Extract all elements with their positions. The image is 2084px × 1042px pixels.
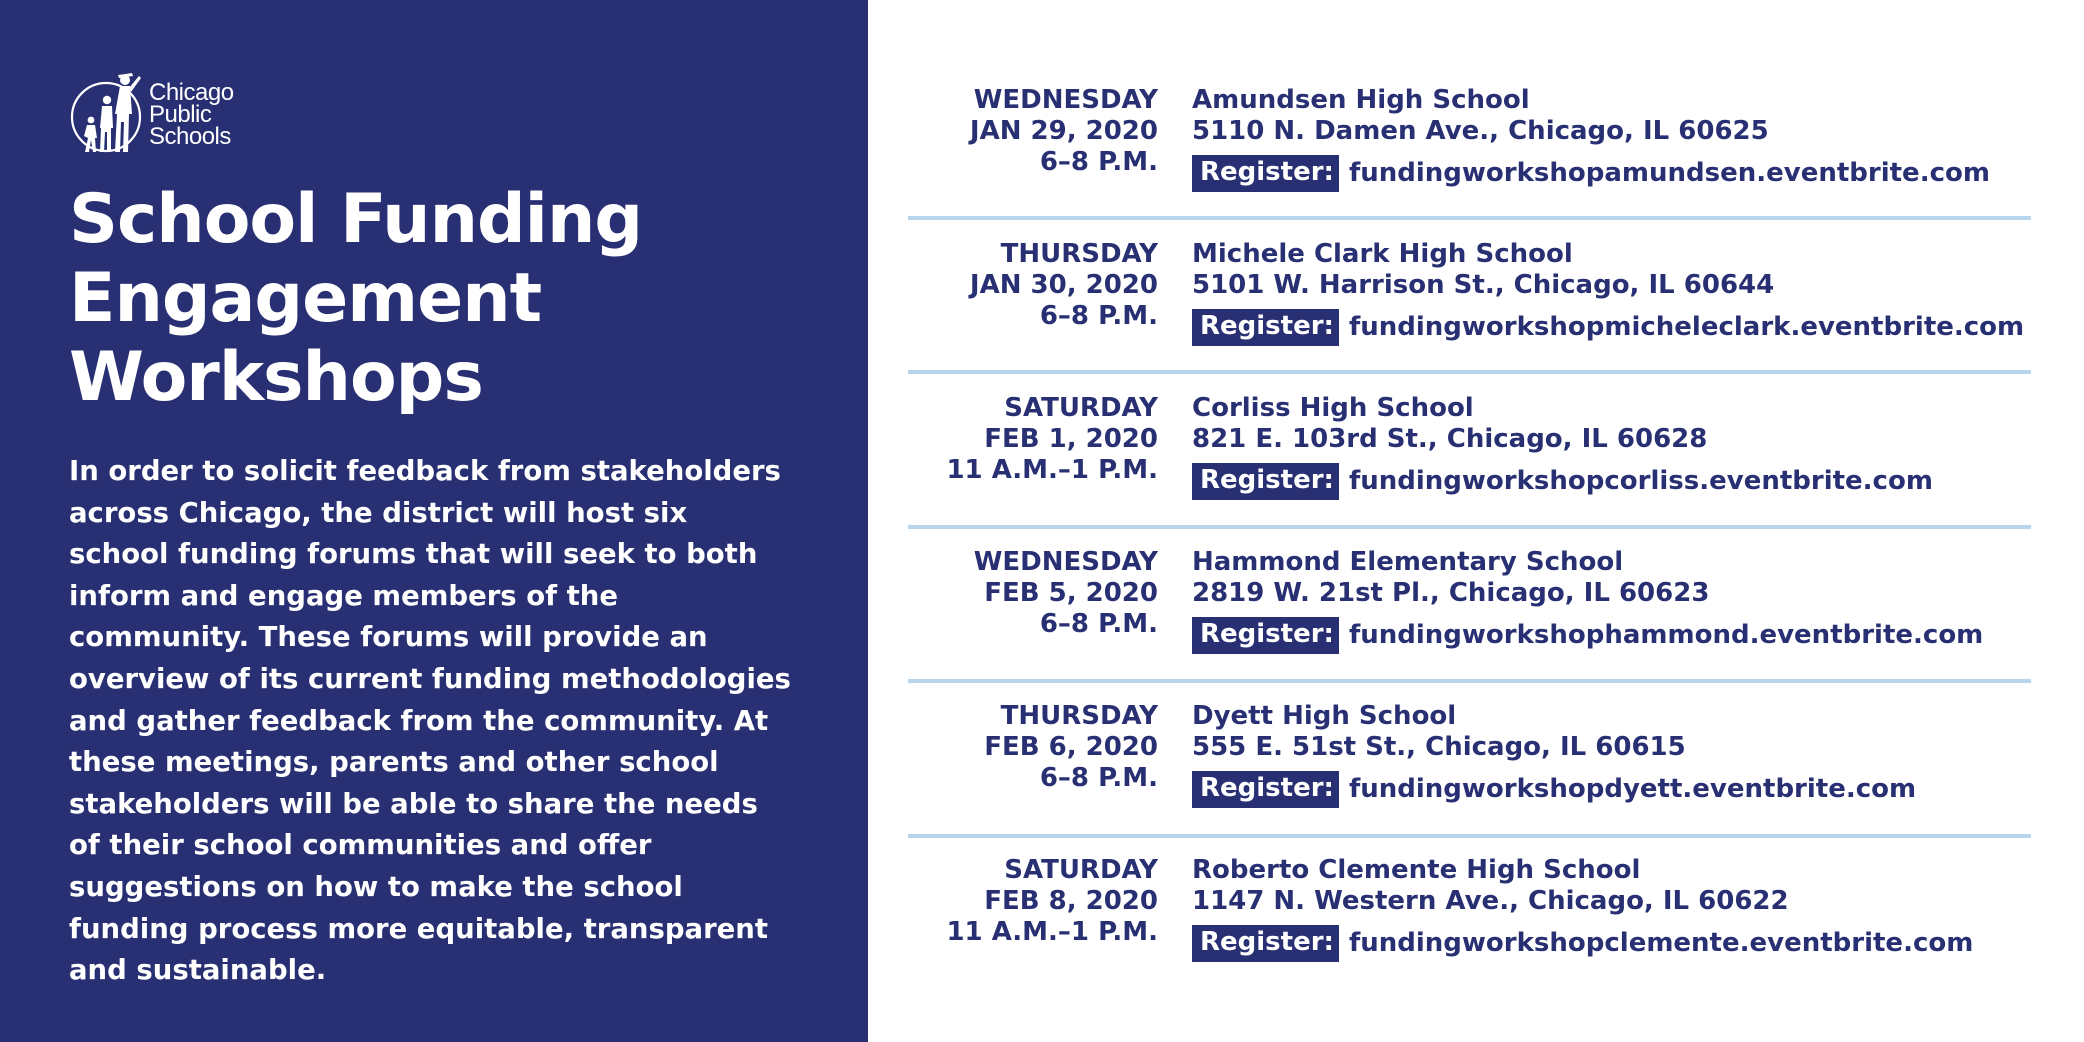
event-time: 6–8 P.M. bbox=[1039, 301, 1158, 331]
intro-line: these meetings, parents and other school bbox=[69, 746, 719, 779]
workshop-event bbox=[868, 547, 2084, 679]
workshop-event bbox=[868, 393, 2084, 525]
event-date: FEB 5, 2020 bbox=[984, 578, 1158, 608]
event-datetime bbox=[868, 701, 1158, 794]
divider bbox=[908, 216, 2031, 220]
event-time: 11 A.M.–1 P.M. bbox=[946, 455, 1158, 485]
page-title bbox=[69, 180, 868, 417]
event-address: 1147 N. Western Ave., Chicago, IL 60622 bbox=[1192, 886, 1789, 916]
event-school: Michele Clark High School bbox=[1192, 239, 1573, 269]
intro-line: and gather feedback from the community. At bbox=[69, 704, 769, 737]
register-label: Register: bbox=[1192, 309, 1339, 346]
event-address: 821 E. 103rd St., Chicago, IL 60628 bbox=[1192, 424, 1708, 454]
intro-line: In order to solicit feedback from stakeholders bbox=[69, 455, 781, 487]
event-school: Hammond Elementary School bbox=[1192, 547, 1624, 577]
register-link[interactable]: fundingworkshopcorliss.eventbrite.com bbox=[1348, 466, 1933, 496]
event-date: JAN 30, 2020 bbox=[969, 270, 1158, 300]
event-time: 6–8 P.M. bbox=[1039, 763, 1158, 793]
event-details bbox=[1192, 393, 1933, 500]
logo-line: Schools bbox=[149, 123, 231, 150]
event-registration bbox=[1192, 309, 2024, 346]
cps-silhouette-logo-icon bbox=[69, 70, 145, 156]
intro-line: school funding forums that will seek to both bbox=[69, 538, 758, 571]
register-link[interactable]: fundingworkshophammond.eventbrite.com bbox=[1348, 620, 1984, 650]
event-day: WEDNESDAY bbox=[973, 85, 1158, 115]
event-time: 11 A.M.–1 P.M. bbox=[946, 917, 1158, 947]
event-registration bbox=[1192, 463, 1933, 500]
register-link[interactable]: fundingworkshopclemente.eventbrite.com bbox=[1348, 928, 1974, 958]
workshop-schedule bbox=[868, 0, 2084, 1042]
title-line: Workshops bbox=[69, 338, 483, 417]
event-datetime bbox=[868, 85, 1158, 178]
intro-line: and sustainable. bbox=[69, 954, 327, 987]
event-day: SATURDAY bbox=[1004, 393, 1158, 423]
logo-line: Public bbox=[149, 101, 212, 128]
event-day: THURSDAY bbox=[1000, 239, 1158, 269]
workshop-event bbox=[868, 855, 2084, 987]
event-school: Amundsen High School bbox=[1192, 85, 1530, 115]
event-day: WEDNESDAY bbox=[973, 547, 1158, 577]
event-date: FEB 1, 2020 bbox=[984, 424, 1158, 454]
event-address: 555 E. 51st St., Chicago, IL 60615 bbox=[1192, 732, 1686, 762]
intro-paragraph bbox=[69, 451, 829, 992]
event-school: Dyett High School bbox=[1192, 701, 1457, 731]
event-day: SATURDAY bbox=[1004, 855, 1158, 885]
event-address: 5110 N. Damen Ave., Chicago, IL 60625 bbox=[1192, 116, 1769, 146]
divider bbox=[908, 679, 2031, 683]
left-panel bbox=[0, 0, 868, 1042]
event-registration bbox=[1192, 925, 1973, 962]
event-date: FEB 8, 2020 bbox=[984, 886, 1158, 916]
event-registration bbox=[1192, 771, 1916, 808]
intro-line: overview of its current funding methodologies bbox=[69, 662, 791, 695]
event-time: 6–8 P.M. bbox=[1039, 147, 1158, 177]
register-label: Register: bbox=[1192, 155, 1339, 192]
intro-line: community. These forums will provide an bbox=[69, 621, 708, 654]
logo-wordmark bbox=[149, 79, 234, 150]
register-label: Register: bbox=[1192, 925, 1339, 962]
divider bbox=[908, 370, 2031, 374]
event-registration bbox=[1192, 617, 1983, 654]
intro-line: funding process more equitable, transparent bbox=[69, 912, 769, 945]
intro-line: stakeholders will be able to share the needs bbox=[69, 787, 758, 820]
intro-line: suggestions on how to make the school bbox=[69, 870, 683, 903]
register-label: Register: bbox=[1192, 463, 1339, 500]
event-address: 2819 W. 21st Pl., Chicago, IL 60623 bbox=[1192, 578, 1710, 608]
workshop-event bbox=[868, 85, 2084, 217]
event-datetime bbox=[868, 393, 1158, 486]
workshop-event bbox=[868, 239, 2084, 371]
register-link[interactable]: fundingworkshopamundsen.eventbrite.com bbox=[1348, 158, 1990, 188]
event-date: FEB 6, 2020 bbox=[984, 732, 1158, 762]
event-school: Corliss High School bbox=[1192, 393, 1474, 423]
intro-line: of their school communities and offer bbox=[69, 829, 652, 862]
divider bbox=[908, 834, 2031, 838]
event-school: Roberto Clemente High School bbox=[1192, 855, 1641, 885]
title-line: Engagement bbox=[69, 259, 542, 338]
logo bbox=[69, 70, 868, 156]
logo-line: Chicago bbox=[149, 79, 234, 106]
event-address: 5101 W. Harrison St., Chicago, IL 60644 bbox=[1192, 270, 1775, 300]
event-details bbox=[1192, 239, 2024, 346]
title-line: School Funding bbox=[69, 180, 643, 259]
register-label: Register: bbox=[1192, 617, 1339, 654]
workshop-event bbox=[868, 701, 2084, 833]
event-registration bbox=[1192, 155, 1990, 192]
register-link[interactable]: fundingworkshopdyett.eventbrite.com bbox=[1348, 774, 1917, 804]
event-details bbox=[1192, 701, 1916, 808]
event-details bbox=[1192, 547, 1983, 654]
divider bbox=[908, 525, 2031, 529]
intro-line: inform and engage members of the bbox=[69, 579, 619, 612]
event-details bbox=[1192, 85, 1990, 192]
event-time: 6–8 P.M. bbox=[1039, 609, 1158, 639]
intro-line: across Chicago, the district will host six bbox=[69, 496, 688, 529]
event-date: JAN 29, 2020 bbox=[969, 116, 1158, 146]
event-datetime bbox=[868, 855, 1158, 948]
event-day: THURSDAY bbox=[1000, 701, 1158, 731]
event-datetime bbox=[868, 239, 1158, 332]
register-link[interactable]: fundingworkshopmicheleclark.eventbrite.com bbox=[1348, 312, 2025, 342]
register-label: Register: bbox=[1192, 771, 1339, 808]
event-details bbox=[1192, 855, 1973, 962]
event-datetime bbox=[868, 547, 1158, 640]
